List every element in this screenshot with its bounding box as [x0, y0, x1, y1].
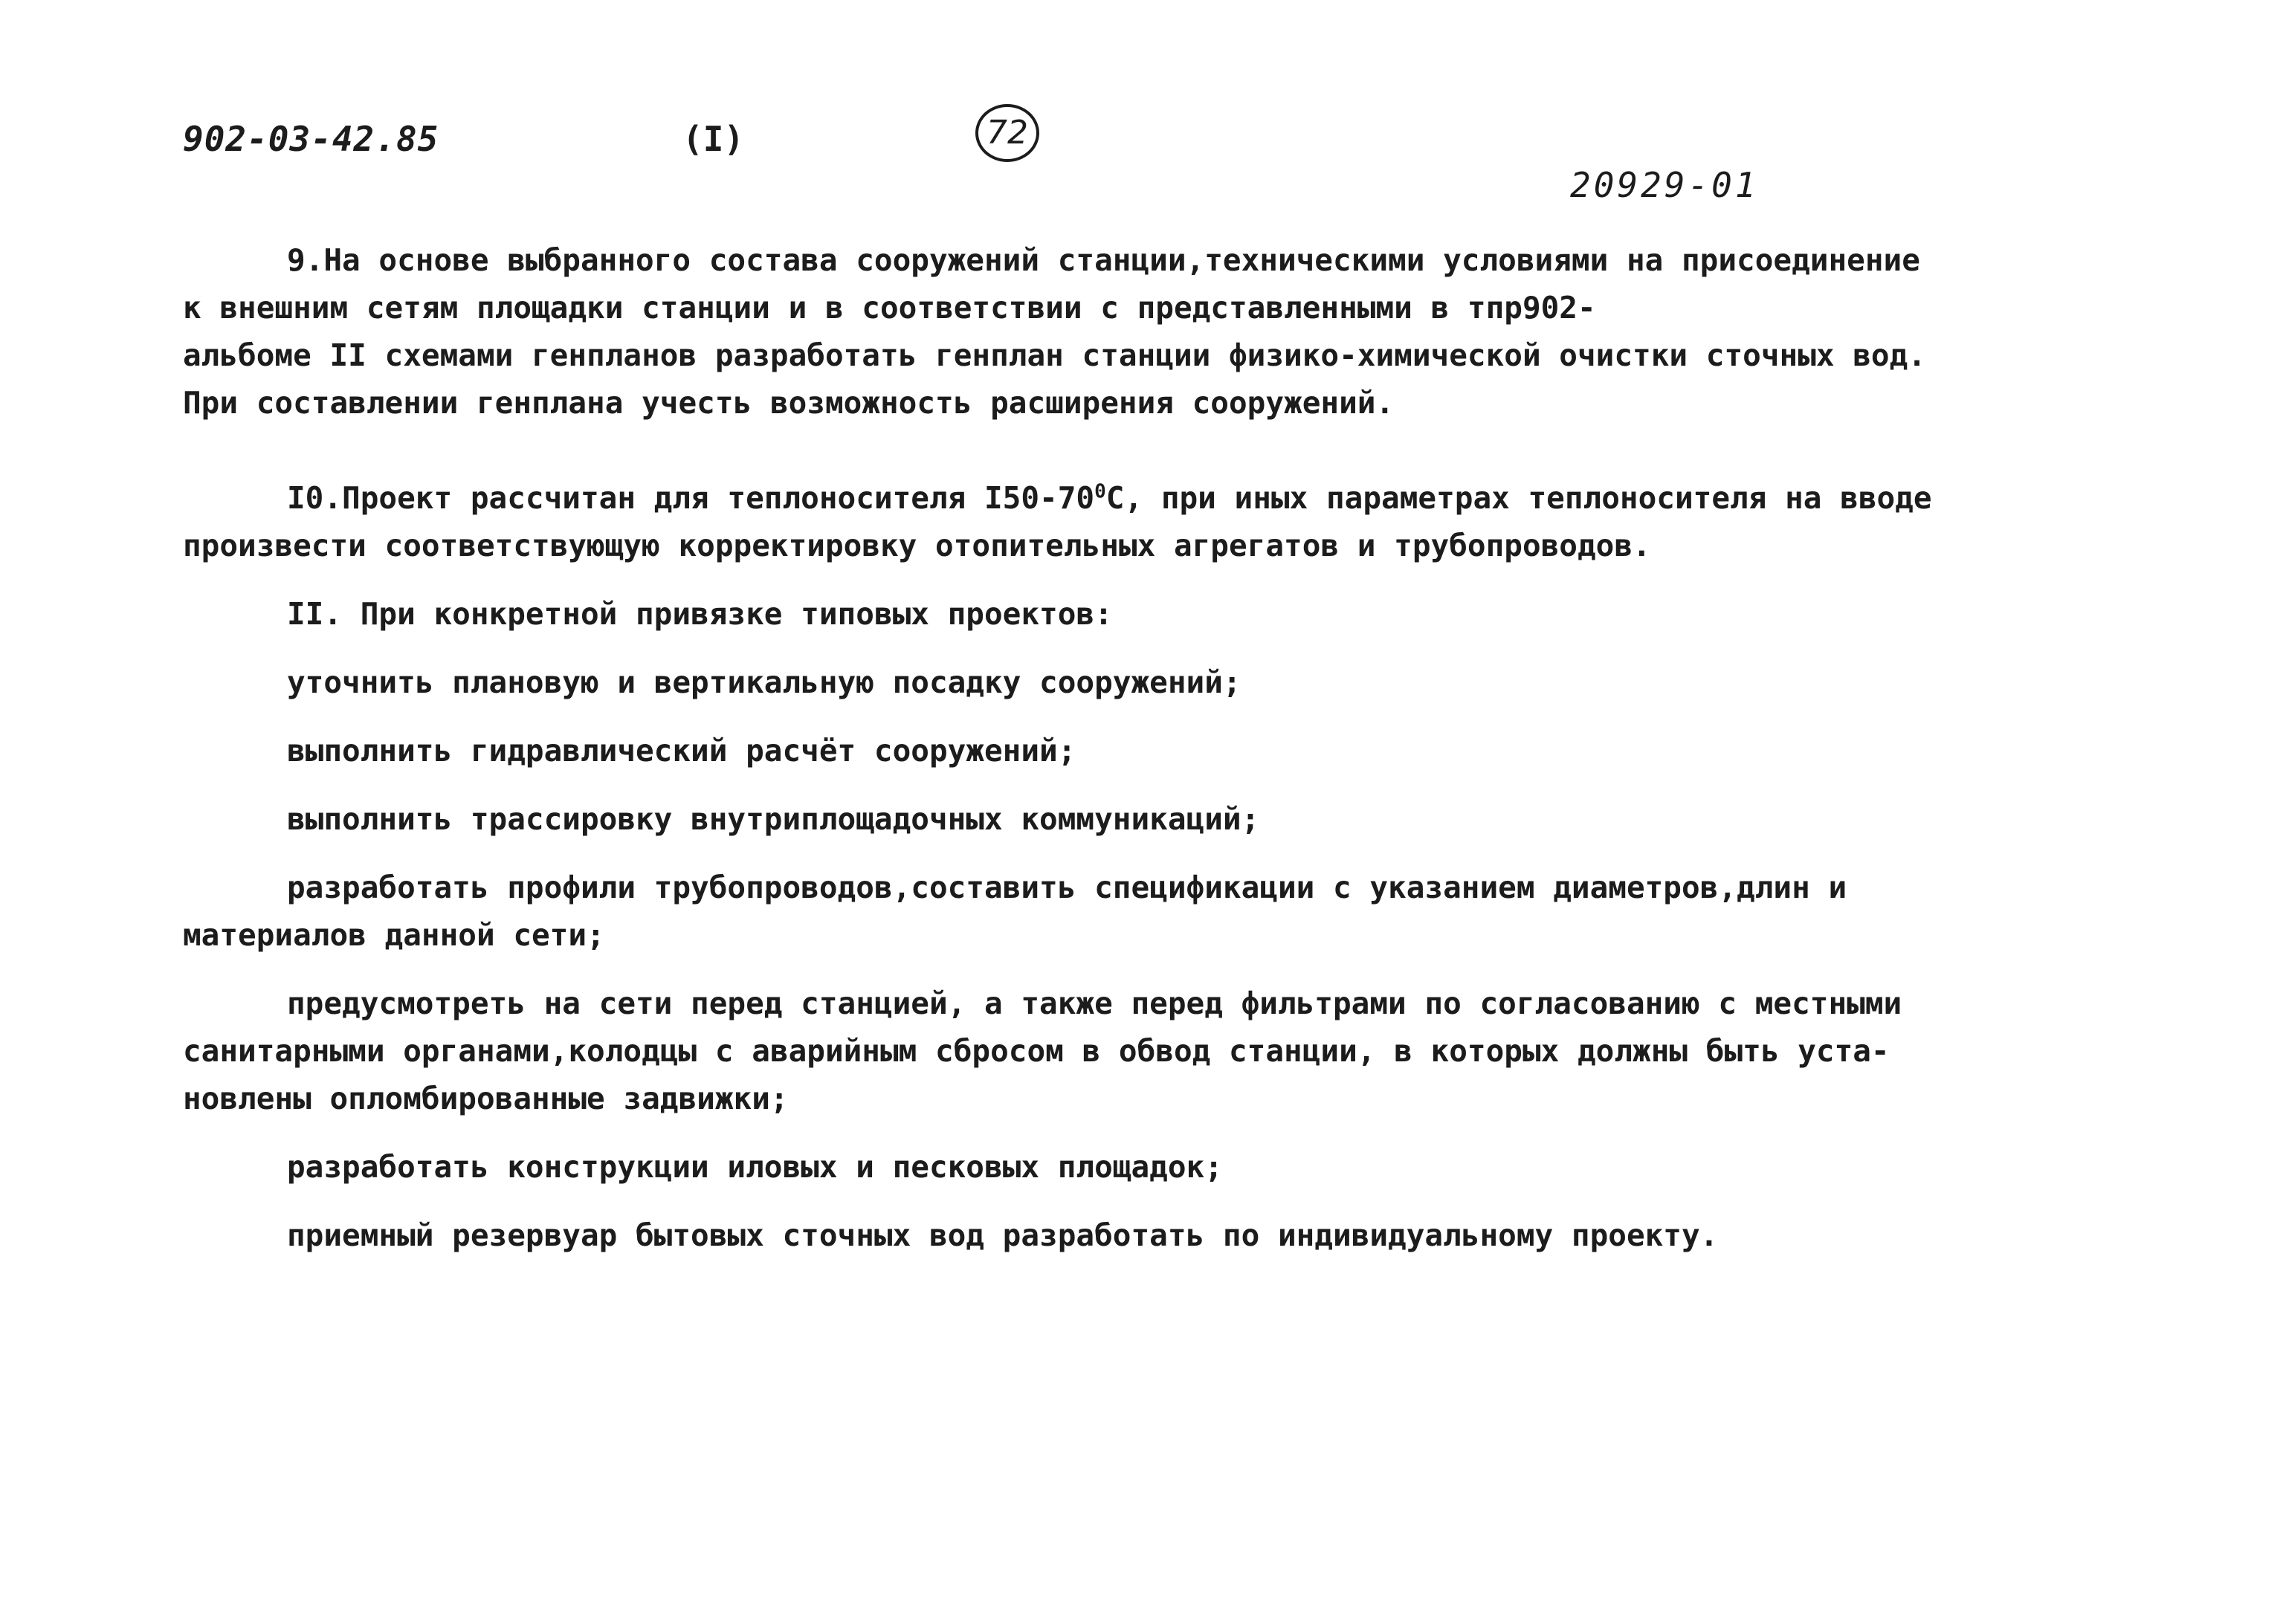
paragraph-10-line-1-before: I0.Проект рассчитан для теплоносителя I50-70 — [287, 480, 1095, 516]
document-code: 902-03-42.85 — [183, 119, 439, 159]
list-item-5-line-2: санитарными органами,колодцы с аварийным сбросом в обвод станции, в которых должны быть уста- — [183, 1033, 1890, 1069]
list-item-4-line-2: материалов данной сети; — [183, 917, 605, 953]
list-item-4 — [183, 864, 2131, 959]
part-number: (I) — [682, 119, 745, 159]
inventory-number: 20929-01 — [1570, 165, 1759, 205]
paragraph-9-line-4: При составлении генплана учесть возможность расширения сооружений. — [183, 385, 1395, 421]
list-item-5 — [183, 980, 2131, 1122]
page-number-circle: 72 — [975, 104, 1039, 162]
list-item-7: приемный резервуар бытовых сточных вод разработать по индивидуальному проекту. — [287, 1217, 1719, 1253]
paragraph-9-line-3: альбоме II схемами генпланов разработать генплан станции физико-химической очистки сточных вод. — [183, 337, 1926, 373]
paragraph-9-line-1: 9.На основе выбранного состава сооружений станции,техническими условиями на присоединение — [287, 242, 1920, 278]
list-item-1: уточнить плановую и вертикальную посадку сооружений; — [287, 664, 1241, 700]
paragraph-10-line-2: произвести соответствующую корректировку отопительных агрегатов и трубопроводов. — [183, 528, 1651, 563]
degree-superscript: 0 — [1094, 480, 1106, 503]
list-item-6: разработать конструкции иловых и песковых площадок; — [287, 1149, 1223, 1185]
paragraph-10-line-1-after: С, при иных параметрах теплоносителя на вводе — [1105, 480, 1932, 516]
paragraph-10 — [183, 474, 2131, 569]
paragraph-9-line-2: к внешним сетям площадки станции и в соответствии с представленными в тпр902- — [183, 290, 1596, 326]
list-item-4-line-1: разработать профили трубопроводов,составить спецификации с указанием диаметров,длин и — [287, 870, 1847, 905]
document-body — [183, 236, 2131, 1259]
list-item-5-line-3: новлены опломбированные задвижки; — [183, 1081, 789, 1116]
paragraph-10-line-1 — [183, 474, 2131, 522]
paragraph-11-title: II. При конкретной привязке типовых проектов: — [287, 596, 1113, 632]
list-item-5-line-1: предусмотреть на сети перед станцией, а также перед фильтрами по согласованию с местными — [287, 986, 1902, 1021]
list-item-2: выполнить гидравлический расчёт сооружений; — [287, 733, 1076, 769]
paragraph-9 — [183, 236, 2131, 427]
list-item-3: выполнить трассировку внутриплощадочных коммуникаций; — [287, 801, 1260, 837]
